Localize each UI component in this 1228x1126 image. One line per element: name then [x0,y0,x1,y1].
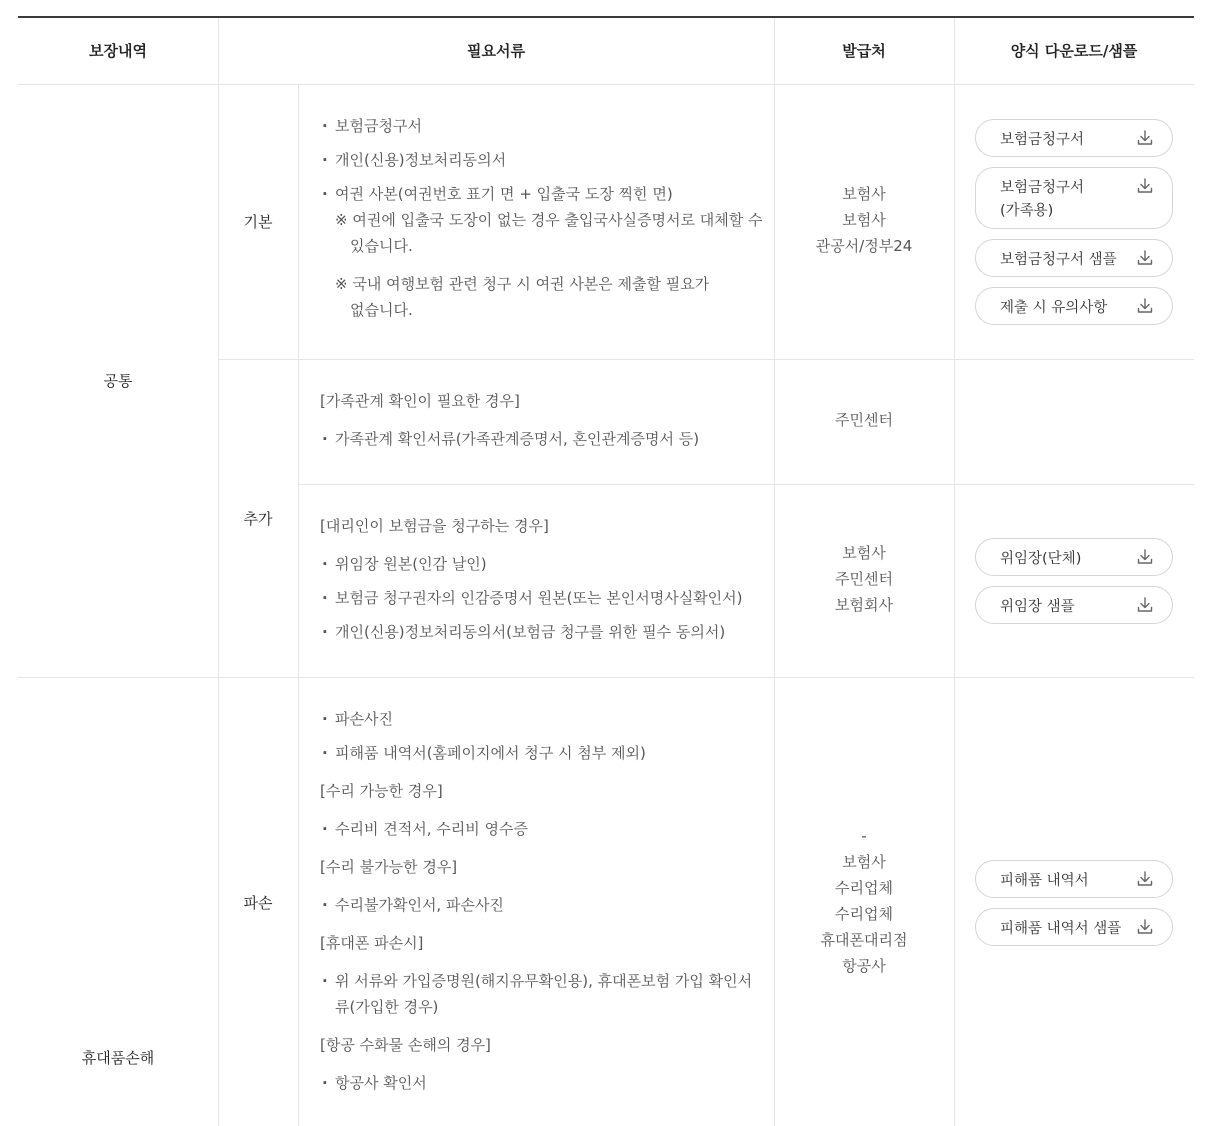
condition-airline-baggage: [항공 수화물 손해의 경우] [320,1036,491,1054]
download-power-of-attorney-sample-button[interactable] [975,586,1173,624]
button-label: 보험금청구서 샘플 [1000,252,1117,268]
doc-damage-photo: · 파손사진 [335,706,393,732]
issuer: 휴대폰대리점 [820,931,908,949]
download-icon [1136,129,1154,147]
button-label: 피해품 내역서 [1000,873,1089,889]
button-label: 위임장 샘플 [1000,599,1075,615]
condition-proxy: [대리인이 보험금을 청구하는 경우] [320,517,549,535]
button-label: 보험금청구서 [1000,180,1085,196]
doc-repair-estimate: · 수리비 견적서, 수리비 영수증 [335,816,528,842]
column-divider [218,18,219,1126]
issuer: 수리업체 [835,879,893,897]
download-icon [1136,870,1154,888]
issuer: 수리업체 [835,905,893,923]
issuer: 항공사 [842,957,886,975]
note-domestic-travel-cont: 없습니다. [350,301,413,319]
note-passport-stamp: ※ 여권에 입출국 도장이 없는 경우 출입국사실증명서로 대체할 수 [335,211,763,229]
category-damage: 파손 [243,894,273,912]
condition-family: [가족관계 확인이 필요한 경우] [320,392,520,410]
doc-power-of-attorney: · 위임장 원본(인감 날인) [335,551,487,577]
doc-phone-insurance: · 위 서류와 가입증명원(해지유무확인용), 휴대폰보험 가입 확인서 [335,968,752,994]
download-power-of-attorney-group-button[interactable] [975,538,1173,576]
doc-claim-form: · 보험금청구서 [335,113,422,139]
button-label: (가족용) [1000,203,1054,219]
category-additional: 추가 [243,510,273,528]
row-divider [18,84,1194,85]
button-label: 제출 시 유의사항 [1000,300,1108,316]
doc-privacy-consent: · 개인(신용)정보처리동의서(보험금 청구를 위한 필수 동의서) [335,619,725,645]
download-submission-notes-button[interactable] [975,287,1173,325]
download-icon [1136,596,1154,614]
issuer: 보험사 [842,544,886,562]
doc-seal-certificate: · 보험금 청구권자의 인감증명서 원본(또는 본인서명사실확인서) [335,585,743,611]
download-damaged-items-list-sample-button[interactable] [975,908,1173,946]
doc-damaged-items-list: · 피해품 내역서(홈페이지에서 청구 시 첨부 제외) [335,740,646,766]
download-family-claim-form-button[interactable] [975,167,1173,229]
issuer: - [861,827,867,845]
doc-phone-insurance-cont: 류(가입한 경우) [335,998,439,1016]
doc-unrepairable-confirmation: · 수리불가확인서, 파손사진 [335,892,504,918]
table-top-border [18,16,1194,18]
issuer: 보험사 [842,853,886,871]
download-claim-form-button[interactable] [975,119,1173,157]
header-coverage: 보장내역 [89,42,147,60]
download-icon [1136,249,1154,267]
category-basic: 기본 [243,213,273,231]
row-divider [298,484,1194,485]
header-documents: 필요서류 [467,42,525,60]
coverage-common: 공통 [103,372,133,390]
button-label: 위임장(단체) [1000,551,1082,567]
doc-airline-confirmation: · 항공사 확인서 [335,1070,427,1096]
note-domestic-travel: ※ 국내 여행보험 관련 청구 시 여권 사본은 제출할 필요가 [335,275,710,293]
condition-unrepairable: [수리 불가능한 경우] [320,858,458,876]
download-icon [1136,177,1154,195]
note-passport-stamp-cont: 있습니다. [350,237,413,255]
issuer: 관공서/정부24 [815,237,913,255]
issuer: 보험사 [842,211,886,229]
doc-family-relation: · 가족관계 확인서류(가족관계증명서, 혼인관계증명서 등) [335,426,699,452]
doc-privacy-consent: · 개인(신용)정보처리동의서 [335,147,506,173]
header-issuer: 발급처 [842,42,886,60]
condition-phone-damage: [휴대폰 파손시] [320,934,424,952]
issuer: 보험회사 [835,596,893,614]
download-icon [1136,918,1154,936]
issuer: 보험사 [842,185,886,203]
button-label: 피해품 내역서 샘플 [1000,921,1122,937]
download-icon [1136,297,1154,315]
download-icon [1136,548,1154,566]
button-label: 보험금청구서 [1000,132,1085,148]
doc-passport-copy: · 여권 사본(여권번호 표기 면 + 입출국 도장 찍힌 면) [335,181,673,207]
issuer: 주민센터 [835,411,893,429]
column-divider [954,18,955,1126]
row-divider [18,677,1194,678]
issuer: 주민센터 [835,570,893,588]
condition-repairable: [수리 가능한 경우] [320,782,443,800]
download-damaged-items-list-button[interactable] [975,860,1173,898]
row-divider [218,359,1194,360]
coverage-personal-belongings: 휴대품손해 [81,1049,155,1067]
header-download: 양식 다운로드/샘플 [1010,42,1138,60]
download-claim-form-sample-button[interactable] [975,239,1173,277]
column-divider [298,84,299,1126]
